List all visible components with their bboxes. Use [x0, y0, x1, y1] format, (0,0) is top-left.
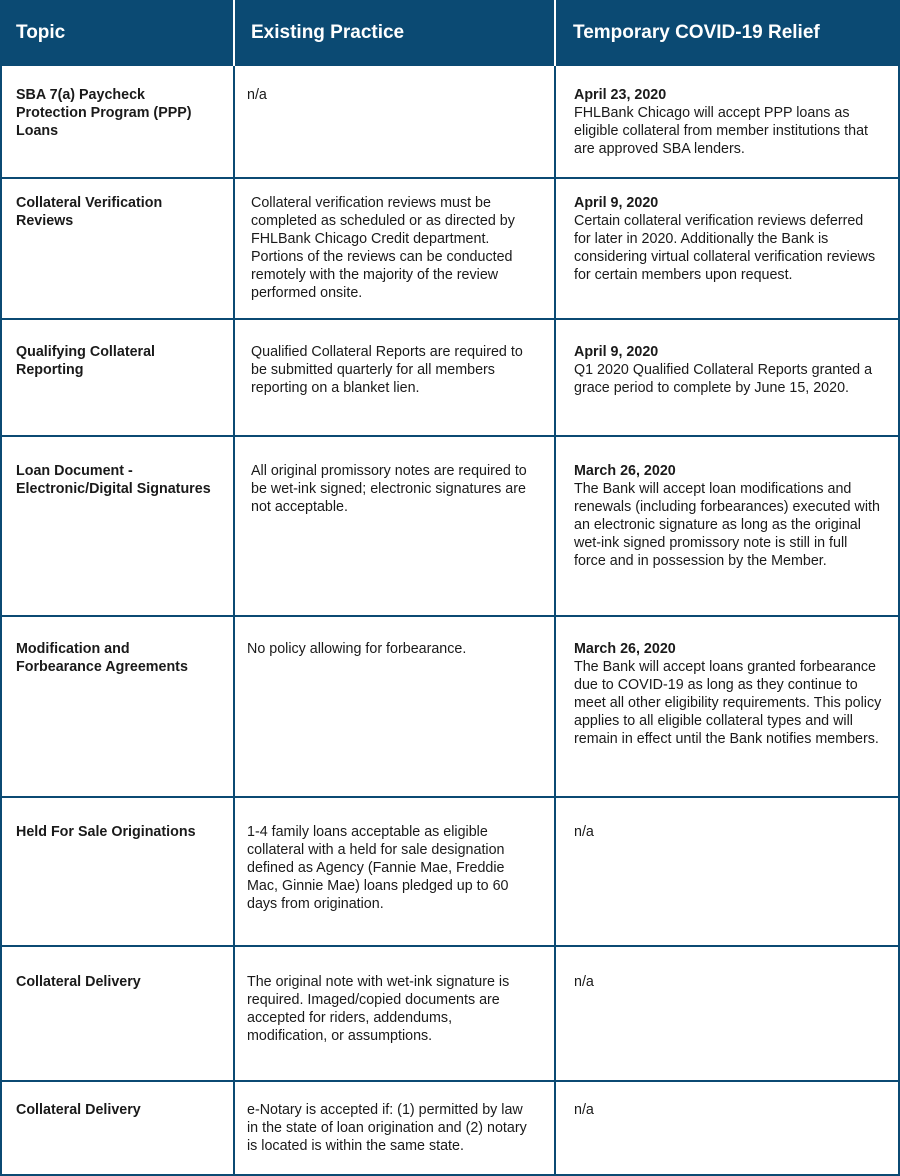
existing-practice-cell: n/a — [247, 87, 267, 103]
relief-text: n/a — [574, 1102, 594, 1118]
relief-date: April 9, 2020 — [574, 195, 659, 211]
topic-cell: Modification and Forbearance Agreements — [16, 641, 188, 675]
topic-cell: Qualifying Collateral Reporting — [16, 344, 156, 378]
table-row — [0, 436, 900, 616]
relief-date: April 23, 2020 — [574, 87, 667, 103]
table-row — [0, 319, 900, 436]
relief-date: March 26, 2020 — [574, 463, 676, 479]
relief-date: March 26, 2020 — [574, 641, 676, 657]
column-divider — [554, 66, 556, 1175]
topic-cell: Held For Sale Originations — [16, 824, 196, 840]
topic-cell: Collateral Verification Reviews — [16, 195, 163, 229]
covid-relief-cell — [554, 436, 900, 616]
covid-relief-cell — [554, 946, 900, 1081]
covid-relief-cell — [554, 616, 900, 797]
topic-cell: Collateral Delivery — [16, 974, 141, 990]
relief-text: The Bank will accept loans granted forbearance due to COVID-19 as long as they continue to meet all other eligibility requirements. This policy applies to all eligible collateral types and will remain in effect until the Bank notifies members. — [574, 659, 882, 747]
existing-practice-cell: Qualified Collateral Reports are required to be submitted quarterly for all members reporting on a blanket lien. — [251, 344, 523, 396]
table-row — [0, 66, 900, 178]
relief-text: The Bank will accept loan modifications and renewals (including forbearances) executed with an electronic signature as long as the original wet-ink signed promissory note is still in full force and in possession by the Member. — [574, 481, 880, 569]
header-topic: Topic — [0, 0, 233, 66]
existing-practice-cell: No policy allowing for forbearance. — [247, 641, 467, 657]
column-divider — [0, 66, 2, 1175]
topic-cell: Collateral Delivery — [16, 1102, 141, 1118]
covid-relief-cell — [554, 178, 900, 319]
existing-practice-cell: e-Notary is accepted if: (1) permitted by law in the state of loan origination and (2) notary is located is within the same state. — [247, 1102, 527, 1154]
column-divider — [233, 66, 235, 1175]
table-row — [0, 797, 900, 946]
existing-practice-cell: Collateral verification reviews must be completed as scheduled or as directed by FHLBank Chicago Credit department. Portions of the reviews can be conducted remotely with the majority of the review performed onsite. — [251, 195, 515, 301]
header-existing-practice: Existing Practice — [235, 0, 554, 66]
relief-text: Q1 2020 Qualified Collateral Reports granted a grace period to complete by June 15, 2020. — [574, 362, 873, 396]
topic-cell: Loan Document - Electronic/Digital Signatures — [16, 463, 211, 497]
relief-text: Certain collateral verification reviews deferred for later in 2020. Additionally the Bank is considering virtual collateral verification reviews for certain members upon request. — [574, 213, 876, 283]
existing-practice-cell: 1-4 family loans acceptable as eligible collateral with a held for sale designation defined as Agency (Fannie Mae, Freddie Mac, Ginnie Mae) loans pledged up to 60 days from origination. — [247, 824, 509, 912]
topic-cell: SBA 7(a) Paycheck Protection Program (PPP) Loans — [16, 87, 192, 139]
existing-practice-cell: All original promissory notes are required to be wet-ink signed; electronic signatures are not acceptable. — [251, 463, 527, 515]
table-row — [0, 616, 900, 797]
existing-practice-cell: The original note with wet-ink signature is required. Imaged/copied documents are accepted for riders, addendums, modification, or assumptions. — [247, 974, 510, 1044]
covid-relief-cell — [554, 319, 900, 436]
covid-relief-cell — [554, 66, 900, 178]
table-row — [0, 946, 900, 1081]
covid-relief-cell — [554, 797, 900, 946]
table-row — [0, 178, 900, 319]
relief-text: n/a — [574, 824, 594, 840]
header-divider — [233, 0, 235, 66]
table-row — [0, 1081, 900, 1175]
relief-date: April 9, 2020 — [574, 344, 659, 360]
covid-relief-cell — [554, 1081, 900, 1175]
relief-text: n/a — [574, 974, 594, 990]
header-divider — [554, 0, 556, 66]
relief-text: FHLBank Chicago will accept PPP loans as eligible collateral from member institutions that are approved SBA lenders. — [574, 105, 869, 157]
header-covid-relief: Temporary COVID-19 Relief — [556, 0, 900, 66]
